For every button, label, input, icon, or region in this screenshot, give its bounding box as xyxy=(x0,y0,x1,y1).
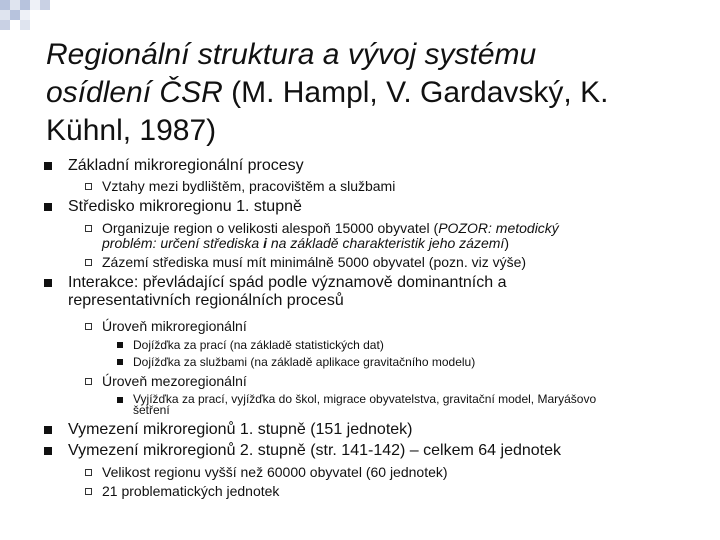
list-item xyxy=(44,442,694,460)
item-text-bold: i xyxy=(263,235,267,251)
list-item xyxy=(44,339,694,352)
list-item xyxy=(44,255,694,270)
item-text: Dojížďka za prací (na základě statistických dat) xyxy=(133,338,384,352)
item-text: Vymezení mikroregionů 1. stupně (151 jednotek) xyxy=(68,421,413,438)
bullet-list xyxy=(44,157,694,499)
title-line1: Regionální struktura a vývoj systému xyxy=(46,38,537,71)
hollow-square-bullet-icon xyxy=(85,378,92,385)
square-bullet-icon xyxy=(44,203,52,211)
list-item xyxy=(44,484,694,499)
square-bullet-icon xyxy=(44,447,52,455)
item-text-part: Organizuje region o velikosti alespoň 15000 obyvatel ( xyxy=(102,220,439,236)
square-bullet-icon xyxy=(117,342,123,348)
hollow-square-bullet-icon xyxy=(85,488,92,495)
square-bullet-icon xyxy=(44,426,52,434)
list-item xyxy=(44,465,694,480)
item-text-italic: problém: určení střediska xyxy=(102,235,264,251)
slide-title xyxy=(46,36,706,150)
list-item xyxy=(44,394,694,416)
item-text-line: Vyjížďka za prací, vyjížďka do škol, migrace obyvatelstva, gravitační model, Maryášovo xyxy=(133,392,597,406)
item-text-part: ) xyxy=(504,235,509,251)
square-bullet-icon xyxy=(117,397,123,403)
title-line2-italic: osídlení ČSR xyxy=(46,76,223,109)
list-item xyxy=(44,421,694,439)
item-text: Vztahy mezi bydlištěm, pracovištěm a službami xyxy=(102,178,396,194)
square-bullet-icon xyxy=(117,359,123,365)
item-text-line: Interakce: převládající spád podle významově dominantních a xyxy=(68,274,507,291)
item-text: Úroveň mikroregionální xyxy=(102,318,247,334)
hollow-square-bullet-icon xyxy=(85,469,92,476)
item-text: Základní mikroregionální procesy xyxy=(68,157,304,174)
square-bullet-icon xyxy=(44,279,52,287)
item-text: Úroveň mezoregionální xyxy=(102,373,247,389)
item-text-line: representativních regionálních procesů xyxy=(68,292,344,309)
list-item xyxy=(44,179,694,194)
list-item xyxy=(44,221,694,251)
item-text: Dojížďka za službami (na základě aplikace gravitačního modelu) xyxy=(133,355,476,369)
list-item xyxy=(44,356,694,369)
item-text: Středisko mikroregionu 1. stupně xyxy=(68,198,302,215)
list-item xyxy=(44,198,694,216)
hollow-square-bullet-icon xyxy=(85,225,92,232)
hollow-square-bullet-icon xyxy=(85,323,92,330)
item-text: Velikost regionu vyšší než 60000 obyvatel (60 jednotek) xyxy=(102,464,448,480)
title-line2-rest: (M. Hampl, V. Gardavský, K. xyxy=(222,76,609,109)
item-text: Vymezení mikroregionů 2. stupně (str. 141-142) – celkem 64 jednotek xyxy=(68,442,561,459)
list-item xyxy=(44,319,694,334)
list-item xyxy=(44,157,694,175)
hollow-square-bullet-icon xyxy=(85,259,92,266)
list-item xyxy=(44,374,694,389)
item-text-italic: na základě charakteristik jeho zázemí xyxy=(266,235,505,251)
item-text xyxy=(102,221,694,251)
hollow-square-bullet-icon xyxy=(85,183,92,190)
item-text: Zázemí střediska musí mít minimálně 5000 obyvatel (pozn. viz výše) xyxy=(102,254,527,270)
item-text: 21 problematických jednotek xyxy=(102,483,280,499)
list-item xyxy=(44,274,694,310)
item-text-line: šetření xyxy=(133,403,170,417)
item-text xyxy=(68,274,694,310)
title-line3: Kühnl, 1987) xyxy=(46,114,217,147)
item-text xyxy=(133,394,694,416)
square-bullet-icon xyxy=(44,162,52,170)
corner-decoration xyxy=(0,0,60,30)
item-text-italic: POZOR: metodický xyxy=(438,220,559,236)
